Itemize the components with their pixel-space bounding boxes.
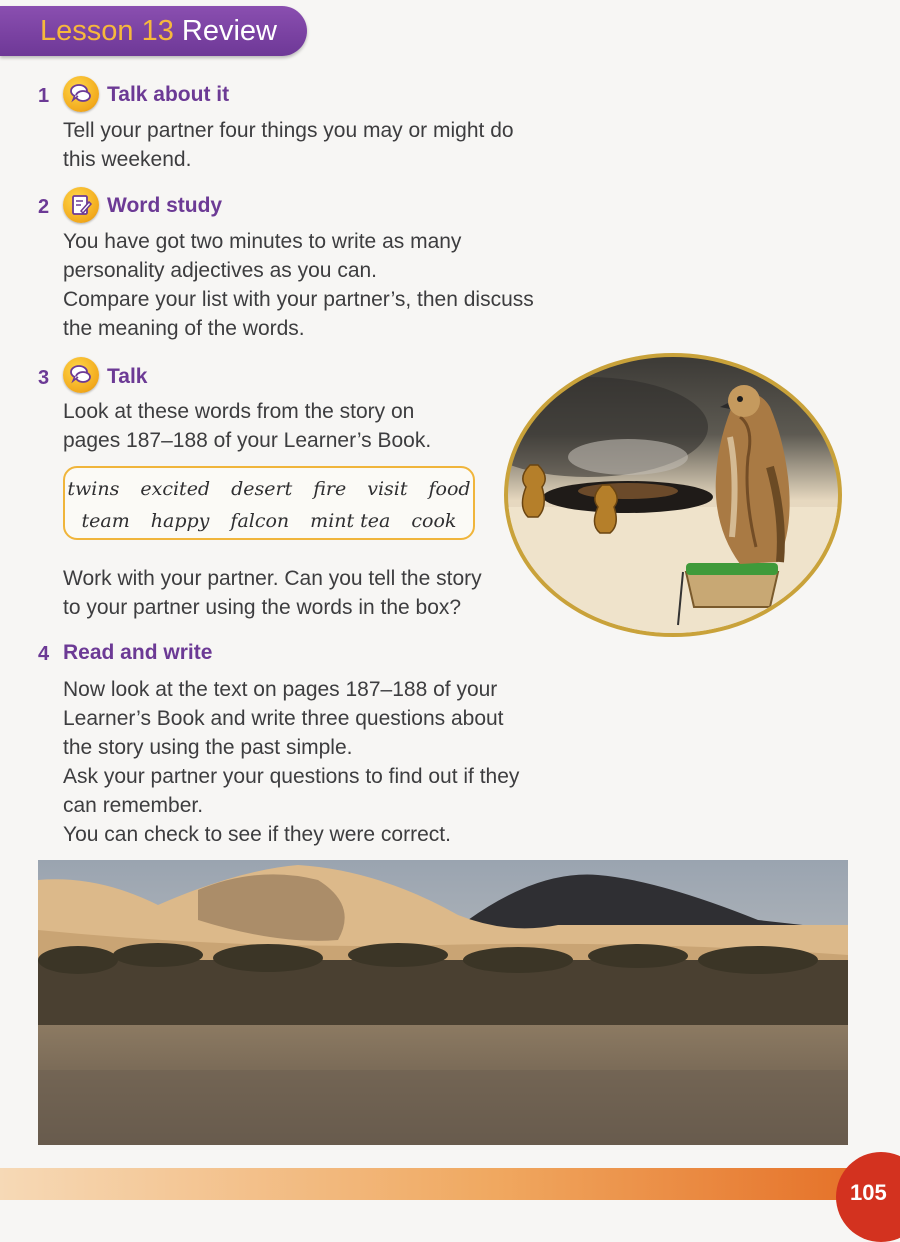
notepad-pencil-icon xyxy=(63,187,99,223)
section-2-title: Word study xyxy=(107,194,223,217)
text-line: this weekend. xyxy=(63,148,192,171)
text-line: personality adjectives as you can. xyxy=(63,259,378,282)
section-1-number: 1 xyxy=(38,85,50,107)
text-line: to your partner using the words in the box? xyxy=(63,596,462,619)
word: food xyxy=(428,478,471,500)
text-line: You have got two minutes to write as many xyxy=(63,230,462,253)
text-line: Ask your partner your questions to find out if they xyxy=(63,765,520,788)
text-line: Compare your list with your partner’s, then discuss xyxy=(63,288,534,311)
section-4-number: 4 xyxy=(38,643,50,665)
word: twins xyxy=(67,478,120,500)
section-3-number: 3 xyxy=(38,367,50,389)
section-3-title: Talk xyxy=(107,365,148,388)
word: excited xyxy=(140,478,211,500)
section-4-text xyxy=(63,675,519,849)
text-line: Look at these words from the story on xyxy=(63,400,415,423)
page-number: 105 xyxy=(850,1180,887,1205)
word-box xyxy=(63,466,475,540)
speech-bubbles-icon xyxy=(63,357,99,393)
word: cook xyxy=(411,510,457,532)
word: fire xyxy=(313,478,347,500)
section-2-number: 2 xyxy=(38,196,50,218)
word: happy xyxy=(150,510,210,532)
desert-landscape-photo xyxy=(38,860,848,1145)
falcon-photo xyxy=(504,353,842,637)
word-row xyxy=(65,478,473,500)
section-4-title: Read and write xyxy=(63,641,213,664)
text-line: Work with your partner. Can you tell the story xyxy=(63,567,482,590)
lesson-number: Lesson 13 xyxy=(40,15,174,47)
footer-bar xyxy=(0,1168,900,1200)
word: desert xyxy=(231,478,293,500)
lesson-review-label: Review xyxy=(181,15,277,47)
text-line: Now look at the text on pages 187–188 of your xyxy=(63,678,498,701)
speech-bubbles-icon xyxy=(63,76,99,112)
text-line: Tell your partner four things you may or might do xyxy=(63,119,514,142)
section-3-followup-text xyxy=(63,564,482,622)
section-3-text xyxy=(63,397,431,455)
text-line: Learner’s Book and write three questions about xyxy=(63,707,504,730)
text-line: can remember. xyxy=(63,794,204,817)
text-line: pages 187–188 of your Learner’s Book. xyxy=(63,429,432,452)
text-line: the meaning of the words. xyxy=(63,317,305,340)
section-2-text xyxy=(63,227,534,343)
section-1-text xyxy=(63,116,514,174)
word: mint tea xyxy=(310,510,391,532)
lesson-title xyxy=(40,15,277,48)
word: team xyxy=(81,510,130,532)
word: falcon xyxy=(230,510,290,532)
lesson-banner xyxy=(0,6,307,56)
word: visit xyxy=(367,478,408,500)
word-row xyxy=(65,510,473,532)
section-1-title: Talk about it xyxy=(107,83,230,106)
text-line: the story using the past simple. xyxy=(63,736,353,759)
text-line: You can check to see if they were correct. xyxy=(63,823,451,846)
